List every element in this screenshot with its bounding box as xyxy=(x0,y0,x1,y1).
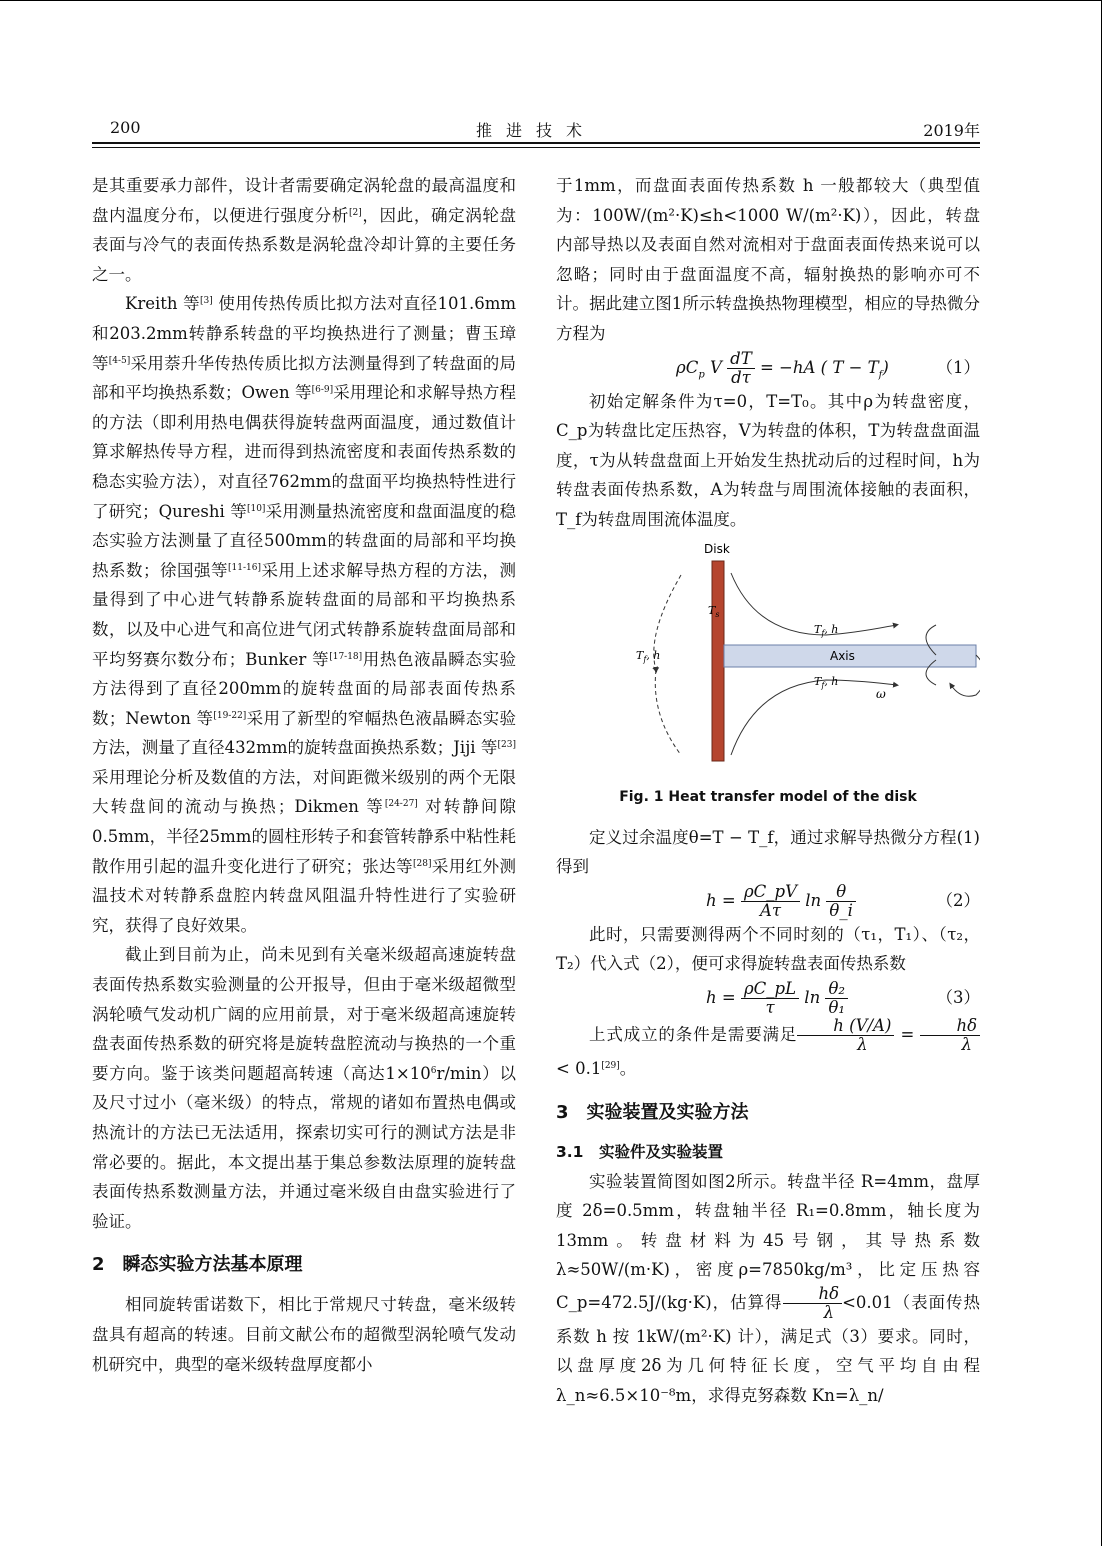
figure-1 xyxy=(556,535,980,785)
axis-label: Axis xyxy=(830,648,855,663)
paragraph: 是其重要承力部件，设计者需要确定涡轮盘的最高温度和盘内温度分布，以便进行强度分析[2]，因此，确定涡轮盘表面与冷气的表面传热系数是涡轮盘冷却计算的主要任务之一。 xyxy=(92,176,517,284)
tf-h-bottom-label: $T_f$, h xyxy=(814,674,839,690)
equation-2: h = $\frac{\rho C\_pV}{A\tau}$ ln $\frac{\theta}{\theta\_i}$ （2） xyxy=(706,881,980,920)
figure-caption: Fig. 1 Heat transfer model of the disk xyxy=(619,788,917,805)
paragraph: 截止到目前为止，尚未见到有关毫米级超高速旋转盘表面传热系数实验测量的公开报导，但由于毫米级超微型涡轮喷气发动机广阔的应用前景，对于毫米级超高速旋转盘表面传热系数的研究将是旋转盘腔流动与换热的一个重要方向。鉴于该类问题超高转速（高达$1\times 10^6r/\min$）以及尺寸过小（毫米级）的特点，常规的诸如布置热电偶或热流计的方法已无法适用，探索切实可行的测试方法是非常必要的。据此，本文提出基于集总参数法原理的旋转盘表面传热系数测量方法，并通过毫米级自由盘实验进行了验证。 xyxy=(92,945,517,1231)
omega-label: ω xyxy=(876,686,886,701)
page-top-border xyxy=(0,0,1102,1)
paragraph: 此时，只需要测得两个不同时刻的（τ₁，T₁）、（τ₂，T₂）代入式（2），便可求得旋转盘表面传热系数 xyxy=(556,924,980,974)
publication-year: 2019年 xyxy=(923,121,980,140)
tf-h-top-label: $T_f$, h xyxy=(814,622,839,638)
disk-label: Disk xyxy=(704,541,730,556)
section-heading-2: 2 瞬态实验方法基本原理 xyxy=(92,1254,303,1276)
paragraph: 初始定解条件为τ=0，T=T₀。其中ρ为转盘密度，C_p为转盘比定压热容，V为转盘的体积，T为转盘盘面温度，τ为从转盘盘面上开始发生热扰动后的过程时间，h为转盘表面传热系数，A为转盘与周围流体接触的表面积，T_f为转盘周围流体温度。 xyxy=(556,391,980,529)
right-column xyxy=(556,171,980,1411)
paragraph: 于1mm，而盘面表面传热系数 h 一般都较大（典型值为：100W/(m²·K)≤h<1000 W/(m²·K)），因此，转盘内部导热以及表面自然对流相对于盘面表面传热来说可以忽略；同时由于盘面温度不高，辐射换热的影响亦可不计。据此建立图1所示转盘换热物理模型，相应的导热微分方程为 xyxy=(556,176,980,343)
equation-3: h = $\frac{\rho C\_pL}{\tau}$ ln $\frac{\text{θ₂}}{\text{θ₁}}$ （3） xyxy=(706,978,980,1017)
paragraph: Kreith 等[3] 使用传热传质比拟方法对直径101.6mm和203.2mm转静系转盘的平均换热进行了测量；曹玉璋等[4-5]采用萘升华传热传质比拟方法测量得到了转盘面的局部和平均换热系数；Owen 等[6-9]采用理论和求解导热方程的方法（即利用热电偶获得旋转盘两面温度，通过数值计算求解热传导方程，进而得到热流密度和表面传热系数的稳态实验方法），对直径762mm的盘面平均换热特性进行了研究；Qureshi 等[10]采用测量热流密度和盘面温度的稳态实验方法测量了直径500mm的转盘面的局部和平均换热系数；徐国强等[11-16]采用上述求解导热方程的方法，测量得到了中心进气转静系旋转盘面的局部和平均换热系数，以及中心进气和高位进气闭式转静系旋转盘面局部和平均努赛尔数分布；Bunker 等[17-18]用热色液晶瞬态实验方法得到了直径200mm的旋转盘面的局部表面传热系数；Newton 等[19-22]采用了新型的窄幅热色液晶瞬态实验方法，测量了直径432mm的旋转盘面换热系数；Jiji 等[23]采用理论分析及数值的方法，对间距微米级别的两个无限大转盘间的流动与换热；Dikmen 等[24-27] 对转静间隙0.5mm，半径25mm的圆柱形转子和套管转静系中粘性耗散作用引起的温升变化进行了研究；张达等[28]采用红外测温技术对转静系盘腔内转盘风阻温升特性进行了实验研究，获得了良好效果。 xyxy=(92,294,517,935)
subsection-heading-3-1: 3.1 实验件及实验装置 xyxy=(556,1142,723,1161)
page-number: 200 xyxy=(110,118,141,137)
equation-1: $\rho C_p$ V $\frac{dT}{d\tau}$ = −hA ( $T - T_f$) （1） xyxy=(676,348,980,387)
ts-label: $T_s$ xyxy=(708,603,720,619)
header-rule-thick xyxy=(92,142,980,144)
section-heading-3: 3 实验装置及实验方法 xyxy=(556,1101,749,1123)
disk-body xyxy=(712,561,724,761)
paragraph: 定义过余温度θ=T − T_f，通过求解导热微分方程(1)得到 xyxy=(556,827,980,877)
paragraph: 实验装置简图如图2所示。转盘半径 R=4mm，盘厚度 2δ=0.5mm，转盘轴半径 R₁=0.8mm，轴长度为13mm。转盘材料为45号钢，其导热系数λ≈50W/(m·K)，密度ρ=7850kg/m³，比定压热容 C_p=472.5J/(kg·K)，估算得 $\frac{h\delta}{\lambda}$ <0.01（表面传热系数 h 按 1kW/(m²·K) 计），满足式（3）要求。同时，以盘厚度2δ为几何特征长度，空气平均自由程λ_n≈6.5×10⁻⁸m，求得克努森数 Kn=λ_n/ xyxy=(556,1171,980,1406)
flow-arrow xyxy=(655,670,681,755)
tf-h-left-label: $T_f$, h xyxy=(636,648,661,664)
paragraph: 上式成立的条件是需要满足 $\frac{h (V/A)}{\lambda}$ = $\frac{h\delta}{\lambda}$ < 0.1[29]。 xyxy=(556,1017,980,1084)
paragraph: 相同旋转雷诺数下，相比于常规尺寸转盘，毫米级转盘具有超高的转速。目前文献公布的超微型涡轮喷气发动机研究中，典型的毫米级转盘厚度都小 xyxy=(92,1295,516,1374)
equation-number: （3） xyxy=(936,987,980,1007)
left-column xyxy=(92,171,516,1379)
header-rule-thin xyxy=(92,147,980,148)
journal-name: 推进技术 xyxy=(475,121,596,140)
equation-number: （2） xyxy=(936,890,980,910)
equation-number: （1） xyxy=(936,357,980,377)
running-header xyxy=(92,114,980,144)
heat-transfer-model-diagram xyxy=(556,535,980,765)
flow-arrow xyxy=(731,680,896,755)
